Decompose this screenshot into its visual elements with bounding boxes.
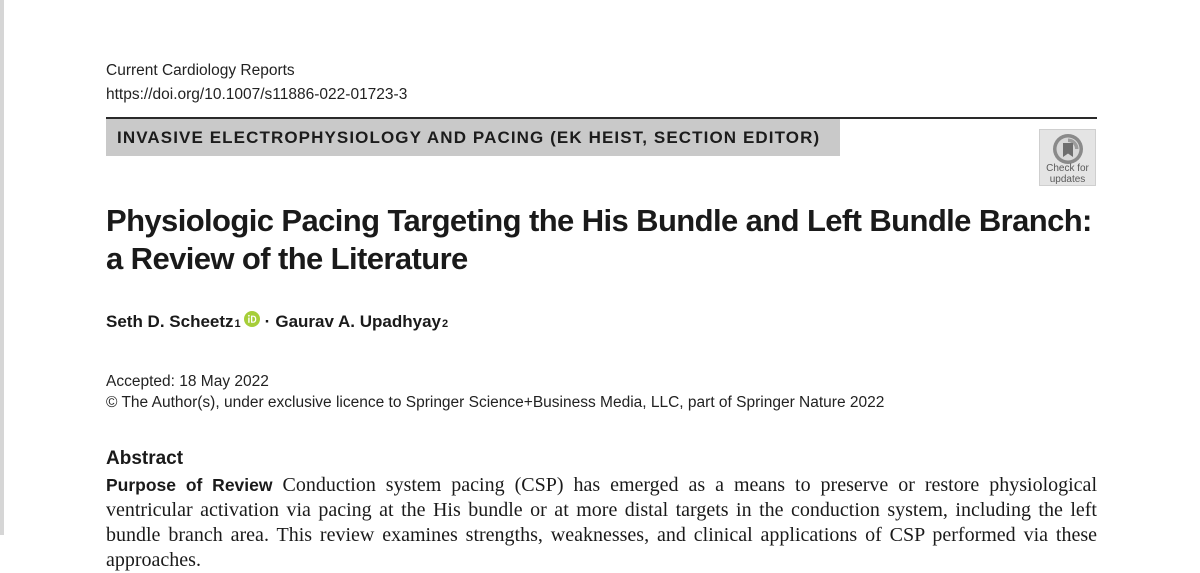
author-name[interactable]: Seth D. Scheetz [106, 312, 234, 331]
section-banner [106, 119, 840, 156]
author-list: Seth D. Scheetz 1 · Gaurav A. Upadhyay 2 [106, 312, 449, 331]
purpose-of-review-label: Purpose of Review [106, 475, 273, 495]
author-separator: · [264, 312, 271, 331]
abstract-paragraph [106, 473, 1097, 573]
section-label: INVASIVE ELECTROPHYSIOLOGY AND PACING (EK HEIST, SECTION EDITOR) [117, 127, 821, 147]
check-for-updates-label [1040, 163, 1095, 185]
check-for-updates-button[interactable] [1039, 129, 1096, 186]
doi-link[interactable]: https://doi.org/10.1007/s11886-022-01723-3 [106, 86, 408, 103]
check-for-updates-line1: Check for [1046, 163, 1089, 174]
check-for-updates-line2: updates [1049, 174, 1086, 185]
author-name[interactable]: Gaurav A. Upadhyay [275, 312, 441, 331]
abstract-heading: Abstract [106, 448, 184, 469]
article-title: Physiologic Pacing Targeting the His Bundle and Left Bundle Branch: a Review of the Literature [106, 203, 1092, 276]
orcid-icon[interactable] [244, 311, 260, 327]
purpose-of-review-text: Conduction system pacing (CSP) has emerged as a means to preserve or restore physiological ventricular activation via pacing at the His bundle or at more distal targets in the conduction system, including the left bundle branch area. This review examines strengths, weaknesses, and clinical applications of CSP performed via these approaches. [106, 474, 1097, 571]
copyright-notice: © The Author(s), under exclusive licence to Springer Science+Business Media, LLC, part of Springer Nature 2022 [106, 394, 885, 411]
check-for-updates-icon [1052, 133, 1084, 165]
accepted-date: Accepted: 18 May 2022 [106, 373, 269, 390]
journal-name: Current Cardiology Reports [106, 62, 295, 79]
page-left-edge [0, 0, 4, 535]
